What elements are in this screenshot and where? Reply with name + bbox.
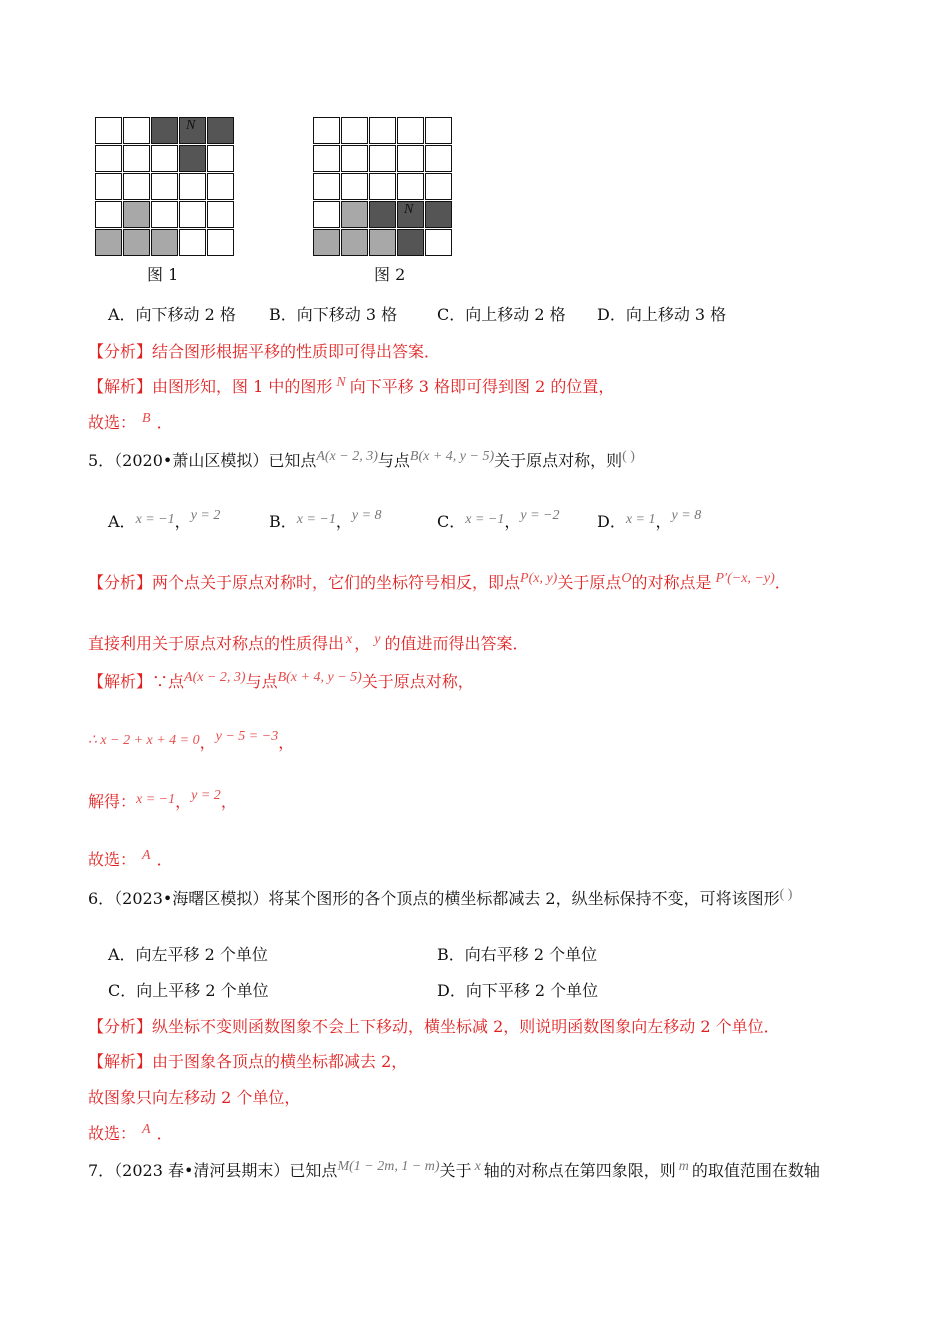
grid-cell [313,173,340,200]
q5-solution-1 [88,672,474,694]
grid-label-n: N [186,118,196,133]
grid-cell [425,117,452,144]
grid-cell [397,229,424,256]
q6-choose [88,1124,173,1146]
q5-sol1-text-1: 【解析】∵点 [88,672,185,691]
q5-analysis-2 [88,634,528,656]
q5-sol1-text-2: 与点 [245,672,278,691]
q4-solution [88,377,614,399]
q5-stem-text-2: 与点 [377,451,410,470]
grid-cell [313,201,340,228]
q5-option-a-m1: x = −1 [135,512,175,527]
q5-analysis-o: O [621,571,632,586]
q6-choose-dot: ． [156,1124,173,1143]
q5-sol1-point-b: B(x + 4, y − 5) [277,670,362,685]
grid-cell [151,173,178,200]
grid-cell [95,229,122,256]
grid-cell [95,201,122,228]
grid-cell [341,173,368,200]
q7-point-m: M(1 − 2m, 1 − m) [337,1159,440,1174]
q6-choose-answer: A [142,1122,151,1137]
grid-cell [207,117,234,144]
q5-sol2-comma-1: ， [199,733,216,752]
q5-option-a-letter: A． [108,512,136,531]
grid-cell [207,201,234,228]
q5-option-d-m2: y = 8 [671,508,702,523]
figure-1-grid [95,117,234,256]
q6-analysis: 【分析】纵坐标不变则函数图象不会上下移动，横坐标减 2，则说明函数图象向左移动 2 个单位． [88,1017,780,1036]
grid-cell [313,145,340,172]
q5-option-c-m2: y = −2 [520,508,560,523]
q4-analysis: 【分析】结合图形根据平移的性质即可得出答案． [88,342,441,361]
q4-choose [88,413,173,435]
q5-option-a [108,508,221,534]
q5-choose-dot: ． [156,850,173,869]
q5-solution-3 [88,788,237,814]
q5-analysis-1 [88,573,791,595]
q4-option-a: A．向下移动 2 格 [108,305,236,324]
q7-stem-text-4: 的取值范围在数轴 [691,1161,820,1180]
q7-stem-text-2: 关于 [439,1161,472,1180]
q5-option-d-m1: x = 1 [625,512,656,527]
q5-option-b [269,508,382,534]
q6-option-c: C．向上平移 2 个单位 [108,981,269,1000]
q5-sol3-comma-1: ， [175,792,192,811]
q5-option-d-letter: D． [597,512,626,531]
q6-stem-text: 6．（2023•海曙区模拟）将某个图形的各个顶点的横坐标都减去 2，纵坐标保持不变，可将该图形 [88,889,780,908]
q5-point-a: A(x − 2, 3) [316,449,378,464]
grid-cell [425,229,452,256]
grid-cell [341,229,368,256]
q5-analysis-p: P(x, y) [520,571,558,586]
grid-cell [179,201,206,228]
grid-cell [341,145,368,172]
q4-option-c: C．向上移动 2 格 [437,305,566,324]
grid-cell [179,173,206,200]
grid-cell [151,145,178,172]
q5-option-a-m2: y = 2 [190,508,221,523]
q5-stem [88,451,635,473]
q7-m: m [678,1159,689,1174]
grid-cell [425,201,452,228]
q7-stem-text-1: 7．（2023 春•清河县期末）已知点 [88,1161,338,1180]
grid-cell [369,145,396,172]
grid-cell [151,229,178,256]
grid-cell [313,117,340,144]
q5-analysis2-text-2: 的值进而得出答案． [384,634,529,653]
q5-analysis-text-2: 关于原点 [557,573,622,592]
q7-stem [88,1161,820,1183]
q5-choose-label: 故选： [88,850,137,869]
q4-solution-text-1: 【解析】由图形知，图 1 中的图形 [88,377,333,396]
q6-paren: ( ) [779,887,793,902]
q5-analysis-pp: P′(−x, −y) [715,571,775,586]
q5-paren: ( ) [622,449,635,464]
q5-analysis2-y: y [374,632,381,647]
grid-cell [425,145,452,172]
grid-cell [207,229,234,256]
q5-option-c-comma: ， [504,512,521,531]
q4-choose-answer: B [142,411,151,426]
q6-solution-2: 故图象只向左移动 2 个单位， [88,1088,301,1107]
grid-cell [341,201,368,228]
figure-2-grid [313,117,452,256]
q6-choose-label: 故选： [88,1124,137,1143]
q5-option-a-comma: ， [174,512,191,531]
grid-cell [425,173,452,200]
grid-cell [123,229,150,256]
grid-cell [123,145,150,172]
q5-sol3-m2: y = 2 [191,788,221,803]
q5-analysis2-comma: ， [354,634,371,653]
q4-choose-dot: ． [156,413,173,432]
q6-solution-1: 【解析】由于图象各顶点的横坐标都减去 2， [88,1052,408,1071]
q5-analysis2-x: x [346,632,353,647]
grid-cell [313,229,340,256]
q5-sol3-label: 解得： [88,792,137,811]
q6-option-d: D．向下平移 2 个单位 [437,981,599,1000]
grid-label-n: N [404,202,414,217]
q5-sol2-eq2: y − 5 = −3 [215,729,279,744]
q4-solution-text-2: 向下平移 3 格即可得到图 2 的位置， [349,377,615,396]
grid-cell [179,229,206,256]
q5-analysis2-text-1: 直接利用关于原点对称点的性质得出 [88,634,345,653]
q5-solution-2 [88,729,295,755]
q5-sol2-eq1: ∴ x − 2 + x + 4 = 0 [88,733,200,748]
q5-sol3-m1: x = −1 [136,792,176,807]
q5-analysis-dot: ． [774,573,791,592]
q5-sol3-comma-2: ， [220,792,237,811]
q5-stem-text-1: 5．（2020•萧山区模拟）已知点 [88,451,317,470]
grid-cell [369,173,396,200]
q4-choose-label: 故选： [88,413,137,432]
grid-cell [207,145,234,172]
q7-stem-text-3: 轴的对称点在第四象限，则 [483,1161,676,1180]
grid-cell [123,173,150,200]
q4-solution-n: N [336,375,346,390]
q4-option-d: D．向上移动 3 格 [597,305,727,324]
q6-option-a: A．向左平移 2 个单位 [108,945,268,964]
grid-cell [341,117,368,144]
grid-cell [207,173,234,200]
q5-option-d [597,508,702,534]
grid-cell [369,201,396,228]
q5-point-b: B(x + 4, y − 5) [409,449,495,464]
q5-option-d-comma: ， [655,512,672,531]
q5-choose [88,850,173,872]
q5-option-b-m2: y = 8 [351,508,382,523]
q5-option-b-comma: ， [335,512,352,531]
grid-cell [123,201,150,228]
grid-cell [369,117,396,144]
grid-cell [397,117,424,144]
figure-1-caption: 图 1 [147,265,179,284]
grid-cell [151,201,178,228]
q7-x: x [474,1159,481,1174]
q5-option-b-letter: B． [269,512,297,531]
q5-analysis-text-1: 【分析】两个点关于原点对称时，它们的坐标符号相反，即点 [88,573,521,592]
grid-cell [95,117,122,144]
grid-cell [179,145,206,172]
q6-option-b: B．向右平移 2 个单位 [437,945,598,964]
grid-cell [397,145,424,172]
grid-cell [151,117,178,144]
q6-stem [88,889,792,911]
q5-choose-answer: A [142,848,151,863]
q5-option-c-letter: C． [437,512,466,531]
q5-sol1-text-3: 关于原点对称， [361,672,474,691]
grid-cell [397,173,424,200]
q5-option-b-m1: x = −1 [296,512,336,527]
q5-sol1-point-a: A(x − 2, 3) [184,670,246,685]
q4-option-b: B．向下移动 3 格 [269,305,398,324]
grid-cell [369,229,396,256]
grid-cell [123,117,150,144]
q5-option-c [437,508,560,534]
grid-cell [95,145,122,172]
q5-stem-text-3: 关于原点对称，则 [494,451,623,470]
q5-analysis-text-3: 的对称点是 [631,573,712,592]
grid-cell [95,173,122,200]
q5-sol2-comma-2: ， [278,733,295,752]
q5-option-c-m1: x = −1 [465,512,505,527]
figure-2-caption: 图 2 [374,265,406,284]
